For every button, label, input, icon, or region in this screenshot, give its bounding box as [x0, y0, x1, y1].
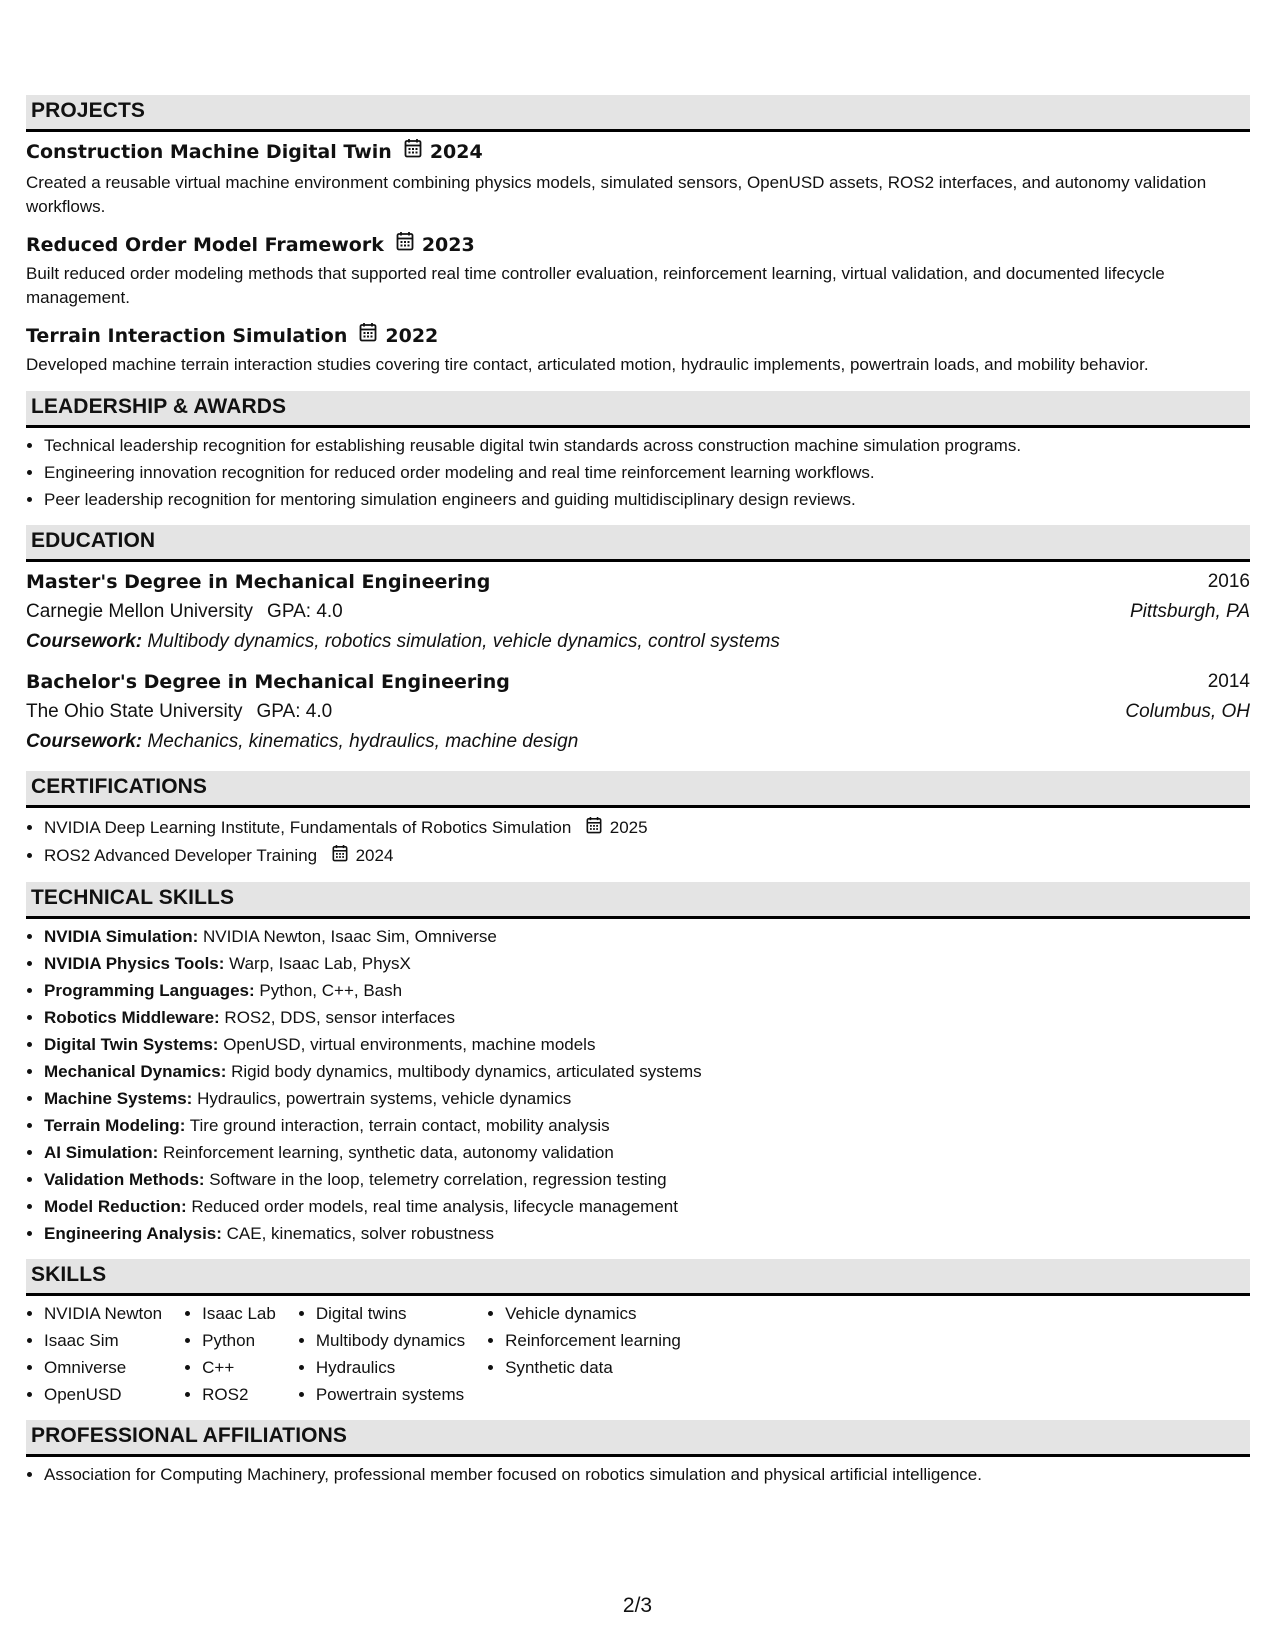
- section-header-education: EDUCATION: [26, 525, 1250, 562]
- skill-label: NVIDIA Physics Tools:: [44, 954, 225, 974]
- skill-value: Tire ground interaction, terrain contact, mobility analysis: [189, 1116, 610, 1136]
- resume-page: [26, 95, 1250, 1488]
- list-item: [44, 1112, 1250, 1139]
- list-item: • Omniverse: [44, 1354, 162, 1381]
- list-item: • Synthetic data: [505, 1354, 681, 1381]
- skills-column: [26, 1300, 162, 1408]
- list-item: • ROS2: [202, 1381, 276, 1408]
- skill-value: Warp, Isaac Lab, PhysX: [229, 954, 411, 974]
- list-item: [44, 950, 1250, 977]
- list-item: • Powertrain systems: [316, 1381, 465, 1408]
- education-item: [26, 568, 1250, 657]
- list-item: [44, 1058, 1250, 1085]
- leadership-list: [26, 432, 1250, 513]
- calendar-icon: [332, 843, 348, 870]
- skill-label: AI Simulation:: [44, 1143, 159, 1163]
- education-location: Columbus, OH: [1125, 701, 1250, 722]
- skill-label: Engineering Analysis:: [44, 1224, 222, 1244]
- education-year: 2016: [1207, 571, 1250, 592]
- skills-columns: [26, 1300, 1250, 1408]
- project-year: 2022: [385, 324, 439, 347]
- project-year: 2023: [421, 233, 475, 256]
- list-item: [44, 1193, 1250, 1220]
- list-item: • Engineering innovation recognition for reduced order modeling and real time reinforcement learning workflows.: [44, 459, 1250, 486]
- project-title: Reduced Order Model Framework: [26, 233, 384, 256]
- education-year: 2014: [1207, 671, 1250, 692]
- list-item: • Hydraulics: [316, 1354, 465, 1381]
- skills-column: [184, 1300, 276, 1408]
- skill-value: CAE, kinematics, solver robustness: [226, 1224, 495, 1244]
- list-item: • Multibody dynamics: [316, 1327, 465, 1354]
- calendar-icon: [404, 138, 422, 165]
- skill-label: Digital Twin Systems:: [44, 1035, 219, 1055]
- list-item: • Peer leadership recognition for mentoring simulation engineers and guiding multidisciplinary design reviews.: [44, 486, 1250, 513]
- education-degree: Bachelor's Degree in Mechanical Engineering: [26, 671, 510, 693]
- skill-label: Validation Methods:: [44, 1170, 205, 1190]
- list-item: [44, 1220, 1250, 1247]
- project-year: 2024: [429, 140, 483, 163]
- education-gpa: GPA: 4.0: [256, 701, 333, 722]
- skill-value: Python, C++, Bash: [259, 981, 403, 1001]
- project-item: [26, 231, 1250, 310]
- education-degree: Master's Degree in Mechanical Engineering: [26, 571, 491, 593]
- project-title-row: [26, 138, 1250, 165]
- project-title: Construction Machine Digital Twin: [26, 140, 392, 163]
- projects-list: [26, 138, 1250, 377]
- list-item: • Vehicle dynamics: [505, 1300, 681, 1327]
- coursework-label: Coursework:: [26, 631, 143, 652]
- coursework-label: Coursework:: [26, 731, 143, 752]
- list-item: • Technical leadership recognition for establishing reusable digital twin standards across construction machine simulation programs.: [44, 432, 1250, 459]
- list-item: [44, 842, 1250, 870]
- education-gpa: GPA: 4.0: [267, 601, 343, 622]
- list-item: [44, 1085, 1250, 1112]
- skill-value: Hydraulics, powertrain systems, vehicle dynamics: [197, 1089, 572, 1109]
- coursework-value: Mechanics, kinematics, hydraulics, machine design: [147, 731, 579, 752]
- section-header-skills: SKILLS: [26, 1259, 1250, 1296]
- certification-name: ROS2 Advanced Developer Training: [44, 846, 318, 866]
- list-item: [44, 1031, 1250, 1058]
- certification-year: 2024: [355, 846, 394, 866]
- skills-column: [298, 1300, 465, 1408]
- education-coursework: [26, 727, 1250, 757]
- skills-column: [487, 1300, 681, 1408]
- certification-name: NVIDIA Deep Learning Institute, Fundamentals of Robotics Simulation: [44, 818, 572, 837]
- section-header-leadership: LEADERSHIP & AWARDS: [26, 391, 1250, 428]
- page-number: 2/3: [622, 1594, 653, 1617]
- education-location: Pittsburgh, PA: [1129, 601, 1250, 622]
- section-header-technical-skills: TECHNICAL SKILLS: [26, 882, 1250, 919]
- calendar-icon: [586, 815, 602, 842]
- education-school: Carnegie Mellon University: [26, 601, 254, 622]
- education-coursework: [26, 627, 1250, 657]
- list-item: • Isaac Lab: [202, 1300, 276, 1327]
- skill-label: Programming Languages:: [44, 981, 255, 1001]
- skill-label: Machine Systems:: [44, 1089, 193, 1109]
- list-item: • Reinforcement learning: [505, 1327, 681, 1354]
- project-title: Terrain Interaction Simulation: [26, 324, 348, 347]
- skill-label: Robotics Middleware:: [44, 1008, 220, 1028]
- skill-value: ROS2, DDS, sensor interfaces: [224, 1008, 455, 1028]
- skill-value: NVIDIA Newton, Isaac Sim, Omniverse: [203, 927, 497, 947]
- affiliations-list: [26, 1461, 1250, 1488]
- certification-year: 2025: [609, 818, 648, 837]
- technical-skills-list: [26, 923, 1250, 1247]
- list-item: [44, 923, 1250, 950]
- skill-value: OpenUSD, virtual environments, machine models: [223, 1035, 596, 1055]
- skill-label: NVIDIA Simulation:: [44, 927, 199, 947]
- skill-value: Rigid body dynamics, multibody dynamics, articulated systems: [231, 1062, 702, 1082]
- list-item: • C++: [202, 1354, 276, 1381]
- list-item: • Isaac Sim: [44, 1327, 162, 1354]
- list-item: • NVIDIA Newton: [44, 1300, 162, 1327]
- skill-value: Reduced order models, real time analysis, lifecycle management: [191, 1197, 678, 1217]
- section-header-certifications: CERTIFICATIONS: [26, 771, 1250, 808]
- skill-label: Mechanical Dynamics:: [44, 1062, 227, 1082]
- project-item: [26, 322, 1250, 377]
- calendar-icon: [359, 322, 377, 349]
- list-item: • OpenUSD: [44, 1381, 162, 1408]
- calendar-icon: [396, 231, 414, 258]
- certifications-list: [26, 814, 1250, 870]
- project-title-row: [26, 231, 1250, 258]
- skill-value: Software in the loop, telemetry correlation, regression testing: [209, 1170, 667, 1190]
- project-title-row: [26, 322, 1250, 349]
- skill-value: Reinforcement learning, synthetic data, autonomy validation: [163, 1143, 614, 1163]
- skill-label: Terrain Modeling:: [44, 1116, 186, 1136]
- project-item: [26, 138, 1250, 219]
- section-header-projects: PROJECTS: [26, 95, 1250, 132]
- list-item: [44, 1139, 1250, 1166]
- list-item: [44, 977, 1250, 1004]
- education-school: The Ohio State University: [26, 701, 243, 722]
- project-description: Built reduced order modeling methods that supported real time controller evaluation, reinforcement learning, virtual validation, and documented lifecycle management.: [26, 264, 1165, 307]
- project-description: Developed machine terrain interaction studies covering tire contact, articulated motion, hydraulic implements, powertrain loads, and mobility behavior.: [26, 355, 1149, 374]
- skill-label: Model Reduction:: [44, 1197, 187, 1217]
- list-item: [44, 814, 1250, 842]
- list-item: • Python: [202, 1327, 276, 1354]
- project-description: Created a reusable virtual machine environment combining physics models, simulated sensors, OpenUSD assets, ROS2 interfaces, and autonomy validation workflows.: [26, 173, 1207, 216]
- list-item: [44, 1166, 1250, 1193]
- list-item: • Digital twins: [316, 1300, 465, 1327]
- list-item: [44, 1004, 1250, 1031]
- coursework-value: Multibody dynamics, robotics simulation, vehicle dynamics, control systems: [147, 631, 780, 652]
- list-item: • Association for Computing Machinery, professional member focused on robotics simulation and physical artificial intelligence.: [44, 1461, 1250, 1488]
- education-item: [26, 668, 1250, 757]
- section-header-affiliations: PROFESSIONAL AFFILIATIONS: [26, 1420, 1250, 1457]
